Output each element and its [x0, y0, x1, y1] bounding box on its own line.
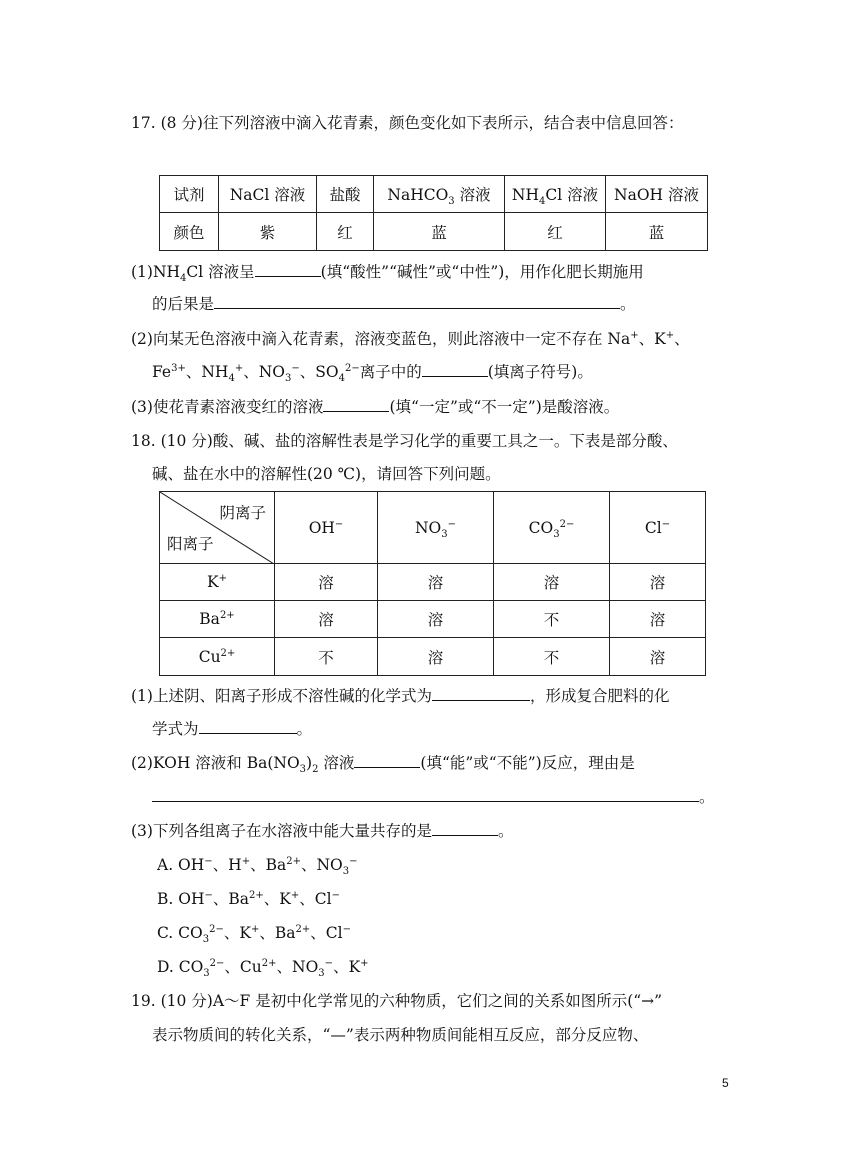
table-cell: 紫 [219, 213, 317, 251]
q17-title: 17. (8 分)往下列溶液中滴入花青素，颜色变化如下表所示，结合表中信息回答： [131, 114, 684, 132]
table-cell: 不 [494, 638, 610, 676]
answer-blank[interactable] [323, 397, 389, 412]
q18-part2-cont: 。 [152, 787, 715, 807]
q18-title: 18. (10 分)酸、碱、盐的溶解性表是学习化学的重要工具之一。下表是部分酸、 [131, 432, 678, 450]
option-c[interactable]: C. $CO_3^{2-}$、K+、$Ba^{2+}$、Cl− [157, 923, 351, 946]
table-cell: 溶 [378, 638, 494, 676]
option-d[interactable]: D. $CO_3^{2-}$、$Cu^{2+}$、$NO_3^-$、K+ [157, 957, 369, 980]
anion-header: OH− [275, 492, 378, 564]
table-cell: 溶 [610, 564, 706, 601]
table-cell: 蓝 [606, 213, 708, 251]
q18-solubility-table [159, 491, 706, 676]
table-cell: 溶 [610, 638, 706, 676]
anion-header: $NO_3^-$ [378, 492, 494, 564]
cation-header: K+ [160, 564, 275, 601]
table-cell: 溶 [494, 564, 610, 601]
q17-table [159, 175, 708, 251]
q18-part2: (2)KOH 溶液和 $Ba(NO_3)_2$ 溶液 (填“能”或“不能”)反应，理由是 [131, 754, 635, 776]
table-cell: 溶 [378, 601, 494, 638]
option-b[interactable]: B. OH−、$Ba^{2+}$、K+、Cl− [157, 889, 340, 908]
answer-blank[interactable] [354, 753, 420, 768]
table-cell: 红 [505, 213, 606, 251]
q17-part1-cont: 的后果是 。 [152, 295, 636, 313]
q17-part3: (3)使花青素溶液变红的溶液 (填“一定”或“不一定”)是酸溶液。 [131, 398, 620, 416]
page-number: 5 [722, 1076, 729, 1090]
table-header-cell: 试剂 [160, 176, 219, 213]
q18-part1-cont: 学式为 。 [152, 720, 313, 738]
table-cell: 溶 [275, 601, 378, 638]
table-header-cell: $NH_4Cl$ 溶液 [505, 176, 606, 213]
q19-title: 19. (10 分)A～F 是初中化学常见的六种物质，它们之间的关系如图所示(“→” [131, 992, 663, 1010]
table-header-cell: NaHCO$_3$ 溶液 [374, 176, 505, 213]
q18-part1: (1)上述阴、阳离子形成不溶性碱的化学式为 ，形成复合肥料的化 [131, 687, 670, 705]
table-cell: 红 [317, 213, 374, 251]
cation-header: $Cu^{2+}$ [160, 638, 275, 676]
q18-title-cont: 碱、盐在水中的溶解性(20 ℃)，请回答下列问题。 [152, 465, 501, 483]
answer-blank[interactable] [152, 787, 699, 802]
option-a[interactable]: A. OH−、H+、$Ba^{2+}$、$NO_3^-$ [157, 855, 358, 878]
table-cell: 颜色 [160, 213, 219, 251]
q17-part2-cont: $Fe^{3+}$、$NH_4^+$、$NO_3^-$、$SO_4^{2-}$离子中的 (填离子符号)。 [152, 362, 593, 385]
table-cell: 不 [494, 601, 610, 638]
diagonal-header-cell [160, 492, 275, 564]
q17-part2: (2)向某无色溶液中滴入花青素，溶液变蓝色，则此溶液中一定不存在 Na+、K+、 [131, 329, 690, 348]
table-header-cell: NaOH 溶液 [606, 176, 708, 213]
table-cell: 蓝 [374, 213, 505, 251]
answer-blank[interactable] [432, 821, 498, 836]
table-cell: 溶 [378, 564, 494, 601]
anion-header: Cl− [610, 492, 706, 564]
table-header-cell: NaCl 溶液 [219, 176, 317, 213]
table-header-cell: 盐酸 [317, 176, 374, 213]
anion-header: $CO_3^{2-}$ [494, 492, 610, 564]
answer-blank[interactable] [432, 686, 530, 701]
table-cell: 溶 [610, 601, 706, 638]
table-cell: 不 [275, 638, 378, 676]
anion-label: 阴离子 [219, 504, 266, 522]
answer-blank[interactable] [199, 719, 297, 734]
cation-label: 阳离子 [167, 535, 214, 553]
answer-blank[interactable] [214, 294, 620, 309]
q17-part1: $(1)NH_4Cl$ 溶液呈 (填“酸性”“碱性”或“中性”)，用作化肥长期施用 [131, 263, 644, 285]
table-cell: 溶 [275, 564, 378, 601]
cation-header: $Ba^{2+}$ [160, 601, 275, 638]
answer-blank[interactable] [255, 262, 321, 277]
answer-blank[interactable] [422, 362, 488, 377]
q19-title-cont: 表示物质间的转化关系，“—”表示两种物质间能相互反应，部分反应物、 [152, 1026, 649, 1044]
q18-part3: (3)下列各组离子在水溶液中能大量共存的是 。 [131, 822, 514, 840]
